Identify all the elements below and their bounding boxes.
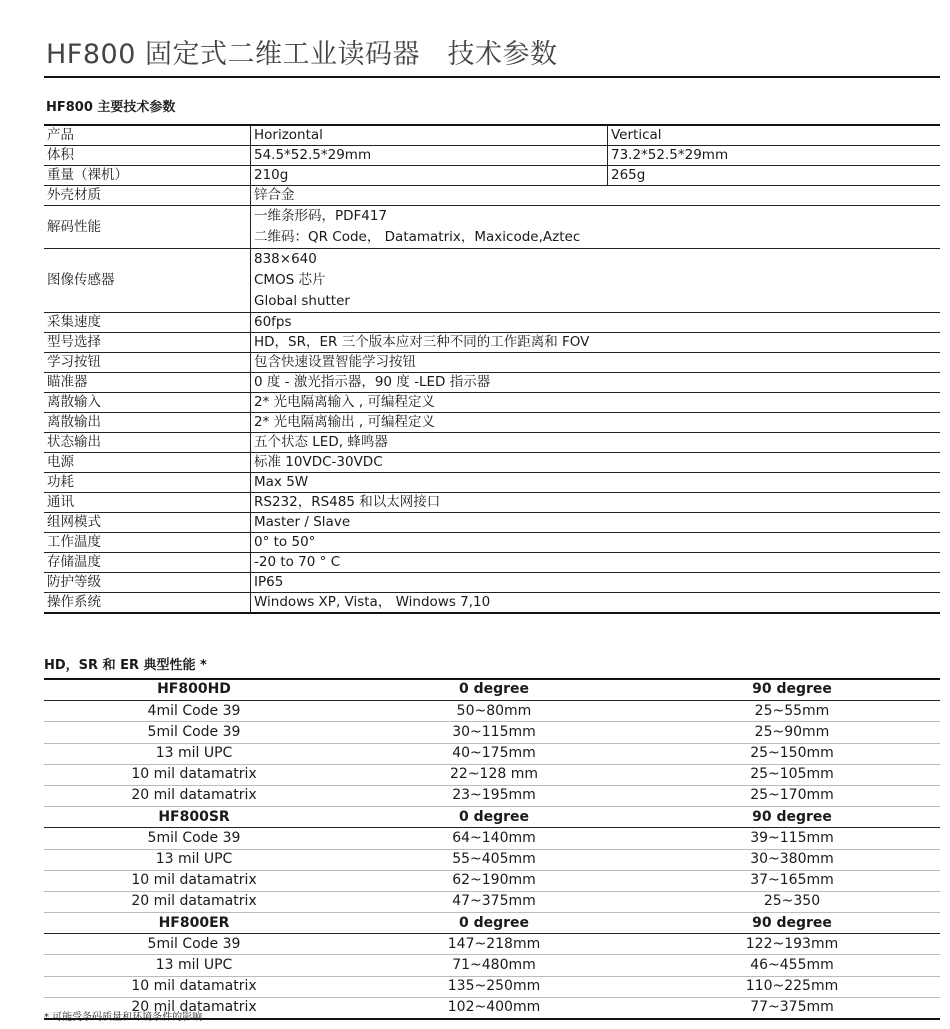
perf-row (44, 743, 940, 764)
perf-model-name: HF800ER (44, 913, 344, 934)
spec-label: 组网模式 (44, 513, 251, 533)
spec-label: 电源 (44, 453, 251, 473)
spec-label: 采集速度 (44, 313, 251, 333)
perf-code-type: 5mil Code 39 (44, 828, 344, 849)
spec-row (44, 249, 940, 313)
perf-row (44, 828, 940, 849)
perf-model-name: HF800SR (44, 807, 344, 828)
perf-range-0: 62~190mm (344, 870, 644, 891)
perf-range-90: 25~150mm (644, 743, 940, 764)
perf-code-type: 20 mil datamatrix (44, 785, 344, 806)
perf-group-header (44, 679, 940, 701)
perf-code-type: 5mil Code 39 (44, 722, 344, 743)
perf-range-0: 47~375mm (344, 891, 644, 912)
performance-table (44, 678, 940, 1020)
perf-group-header (44, 913, 940, 934)
perf-range-90: 25~170mm (644, 785, 940, 806)
spec-label: 学习按钮 (44, 353, 251, 373)
spec-value: -20 to 70 ° C (251, 553, 941, 573)
spec-value (251, 206, 941, 249)
perf-row (44, 934, 940, 955)
spec-label: 离散输入 (44, 393, 251, 413)
spec-row (44, 433, 940, 453)
spec-value-line: 一维条形码，PDF417 (254, 208, 388, 224)
spec-label: 功耗 (44, 473, 251, 493)
perf-range-90: 122~193mm (644, 934, 940, 955)
spec-row (44, 353, 940, 373)
spec-value: 0 度 - 激光指示器，90 度 -LED 指示器 (251, 373, 941, 393)
spec-value: 54.5*52.5*29mm (251, 146, 608, 166)
perf-group-header (44, 807, 940, 828)
perf-row (44, 764, 940, 785)
perf-col-90-degree: 90 degree (644, 807, 940, 828)
spec-label: 型号选择 (44, 333, 251, 353)
spec-row (44, 453, 940, 473)
spec-value-line: CMOS 芯片 (254, 272, 326, 288)
perf-range-90: 46~455mm (644, 955, 940, 976)
perf-col-0-degree: 0 degree (344, 807, 644, 828)
perf-col-0-degree: 0 degree (344, 679, 644, 701)
spec-label: 状态输出 (44, 433, 251, 453)
spec-label: 操作系统 (44, 593, 251, 614)
perf-range-90: 77~375mm (644, 997, 940, 1019)
perf-range-0: 64~140mm (344, 828, 644, 849)
perf-range-0: 23~195mm (344, 785, 644, 806)
perf-model-name: HF800HD (44, 679, 344, 701)
perf-range-90: 30~380mm (644, 849, 940, 870)
perf-code-type: 10 mil datamatrix (44, 764, 344, 785)
spec-label: 离散输出 (44, 413, 251, 433)
perf-range-90: 25~105mm (644, 764, 940, 785)
spec-value: 五个状态 LED, 蜂鸣器 (251, 433, 941, 453)
perf-range-0: 135~250mm (344, 976, 644, 997)
spec-row (44, 373, 940, 393)
perf-code-type: 10 mil datamatrix (44, 976, 344, 997)
spec-row (44, 313, 940, 333)
perf-section-title: HD，SR 和 ER 典型性能 * (44, 658, 207, 673)
spec-label: 瞄准器 (44, 373, 251, 393)
perf-range-0: 147~218mm (344, 934, 644, 955)
perf-range-0: 71~480mm (344, 955, 644, 976)
spec-row (44, 513, 940, 533)
perf-row (44, 870, 940, 891)
perf-col-0-degree: 0 degree (344, 913, 644, 934)
spec-value: 包含快速设置智能学习按钮 (251, 353, 941, 373)
spec-label: 外壳材质 (44, 186, 251, 206)
spec-table (44, 124, 940, 614)
perf-row (44, 891, 940, 912)
spec-value: HD，SR，ER 三个版本应对三种不同的工作距离和 FOV (251, 333, 941, 353)
perf-code-type: 13 mil UPC (44, 955, 344, 976)
perf-range-90: 110~225mm (644, 976, 940, 997)
spec-value: Windows XP, Vista， Windows 7,10 (251, 593, 941, 614)
spec-row (44, 186, 940, 206)
perf-range-90: 37~165mm (644, 870, 940, 891)
spec-label: 解码性能 (44, 206, 251, 249)
perf-range-90: 39~115mm (644, 828, 940, 849)
spec-row (44, 333, 940, 353)
perf-row (44, 955, 940, 976)
spec-label: 通讯 (44, 493, 251, 513)
spec-label: 存储温度 (44, 553, 251, 573)
perf-range-0: 50~80mm (344, 701, 644, 722)
spec-value: 265g (608, 166, 941, 186)
perf-code-type: 5mil Code 39 (44, 934, 344, 955)
perf-range-90: 25~55mm (644, 701, 940, 722)
perf-row (44, 785, 940, 806)
spec-row (44, 593, 940, 614)
spec-value: 锌合金 (251, 186, 941, 206)
spec-value-line: 838×640 (254, 251, 317, 267)
perf-range-0: 22~128 mm (344, 764, 644, 785)
spec-value-line: 二维码：QR Code， Datamatrix，Maxicode,Aztec (254, 229, 581, 245)
spec-row (44, 166, 940, 186)
perf-range-0: 102~400mm (344, 997, 644, 1019)
perf-range-90: 25~90mm (644, 722, 940, 743)
spec-section-title: HF800 主要技术参数 (46, 100, 176, 115)
spec-value: 210g (251, 166, 608, 186)
perf-range-0: 30~115mm (344, 722, 644, 743)
spec-row (44, 206, 940, 249)
spec-row (44, 393, 940, 413)
spec-label: 工作温度 (44, 533, 251, 553)
perf-col-90-degree: 90 degree (644, 913, 940, 934)
spec-value: 60fps (251, 313, 941, 333)
spec-label: 产品 (44, 125, 251, 146)
perf-code-type: 13 mil UPC (44, 743, 344, 764)
title-divider (44, 76, 940, 78)
page-title: HF800 固定式二维工业读码器 技术参数 (46, 39, 558, 70)
perf-range-90: 25~350 (644, 891, 940, 912)
perf-range-0: 55~405mm (344, 849, 644, 870)
spec-row (44, 573, 940, 593)
spec-value (251, 249, 941, 313)
spec-row (44, 473, 940, 493)
spec-value: 2* 光电隔离输入 , 可编程定义 (251, 393, 941, 413)
spec-label: 防护等级 (44, 573, 251, 593)
spec-label: 重量（裸机） (44, 166, 251, 186)
perf-code-type: 13 mil UPC (44, 849, 344, 870)
spec-value: 0° to 50° (251, 533, 941, 553)
spec-value: Horizontal (251, 125, 608, 146)
spec-value: Max 5W (251, 473, 941, 493)
footnote: * 可能受条码质量和环境条件的影响 (44, 1012, 203, 1023)
perf-code-type: 20 mil datamatrix (44, 997, 344, 1019)
spec-row (44, 413, 940, 433)
spec-value: RS232，RS485 和以太网接口 (251, 493, 941, 513)
spec-row (44, 125, 940, 146)
perf-row (44, 722, 940, 743)
perf-row (44, 976, 940, 997)
perf-row (44, 701, 940, 722)
spec-value: Master / Slave (251, 513, 941, 533)
spec-value: IP65 (251, 573, 941, 593)
perf-col-90-degree: 90 degree (644, 679, 940, 701)
spec-row (44, 533, 940, 553)
spec-value: 73.2*52.5*29mm (608, 146, 941, 166)
perf-code-type: 4mil Code 39 (44, 701, 344, 722)
spec-row (44, 493, 940, 513)
spec-value: Vertical (608, 125, 941, 146)
perf-code-type: 10 mil datamatrix (44, 870, 344, 891)
perf-code-type: 20 mil datamatrix (44, 891, 344, 912)
spec-row (44, 553, 940, 573)
spec-label: 图像传感器 (44, 249, 251, 313)
spec-label: 体积 (44, 146, 251, 166)
spec-value: 2* 光电隔离输出 , 可编程定义 (251, 413, 941, 433)
spec-value: 标准 10VDC-30VDC (251, 453, 941, 473)
perf-range-0: 40~175mm (344, 743, 644, 764)
spec-row (44, 146, 940, 166)
spec-value-line: Global shutter (254, 293, 350, 309)
perf-row (44, 849, 940, 870)
